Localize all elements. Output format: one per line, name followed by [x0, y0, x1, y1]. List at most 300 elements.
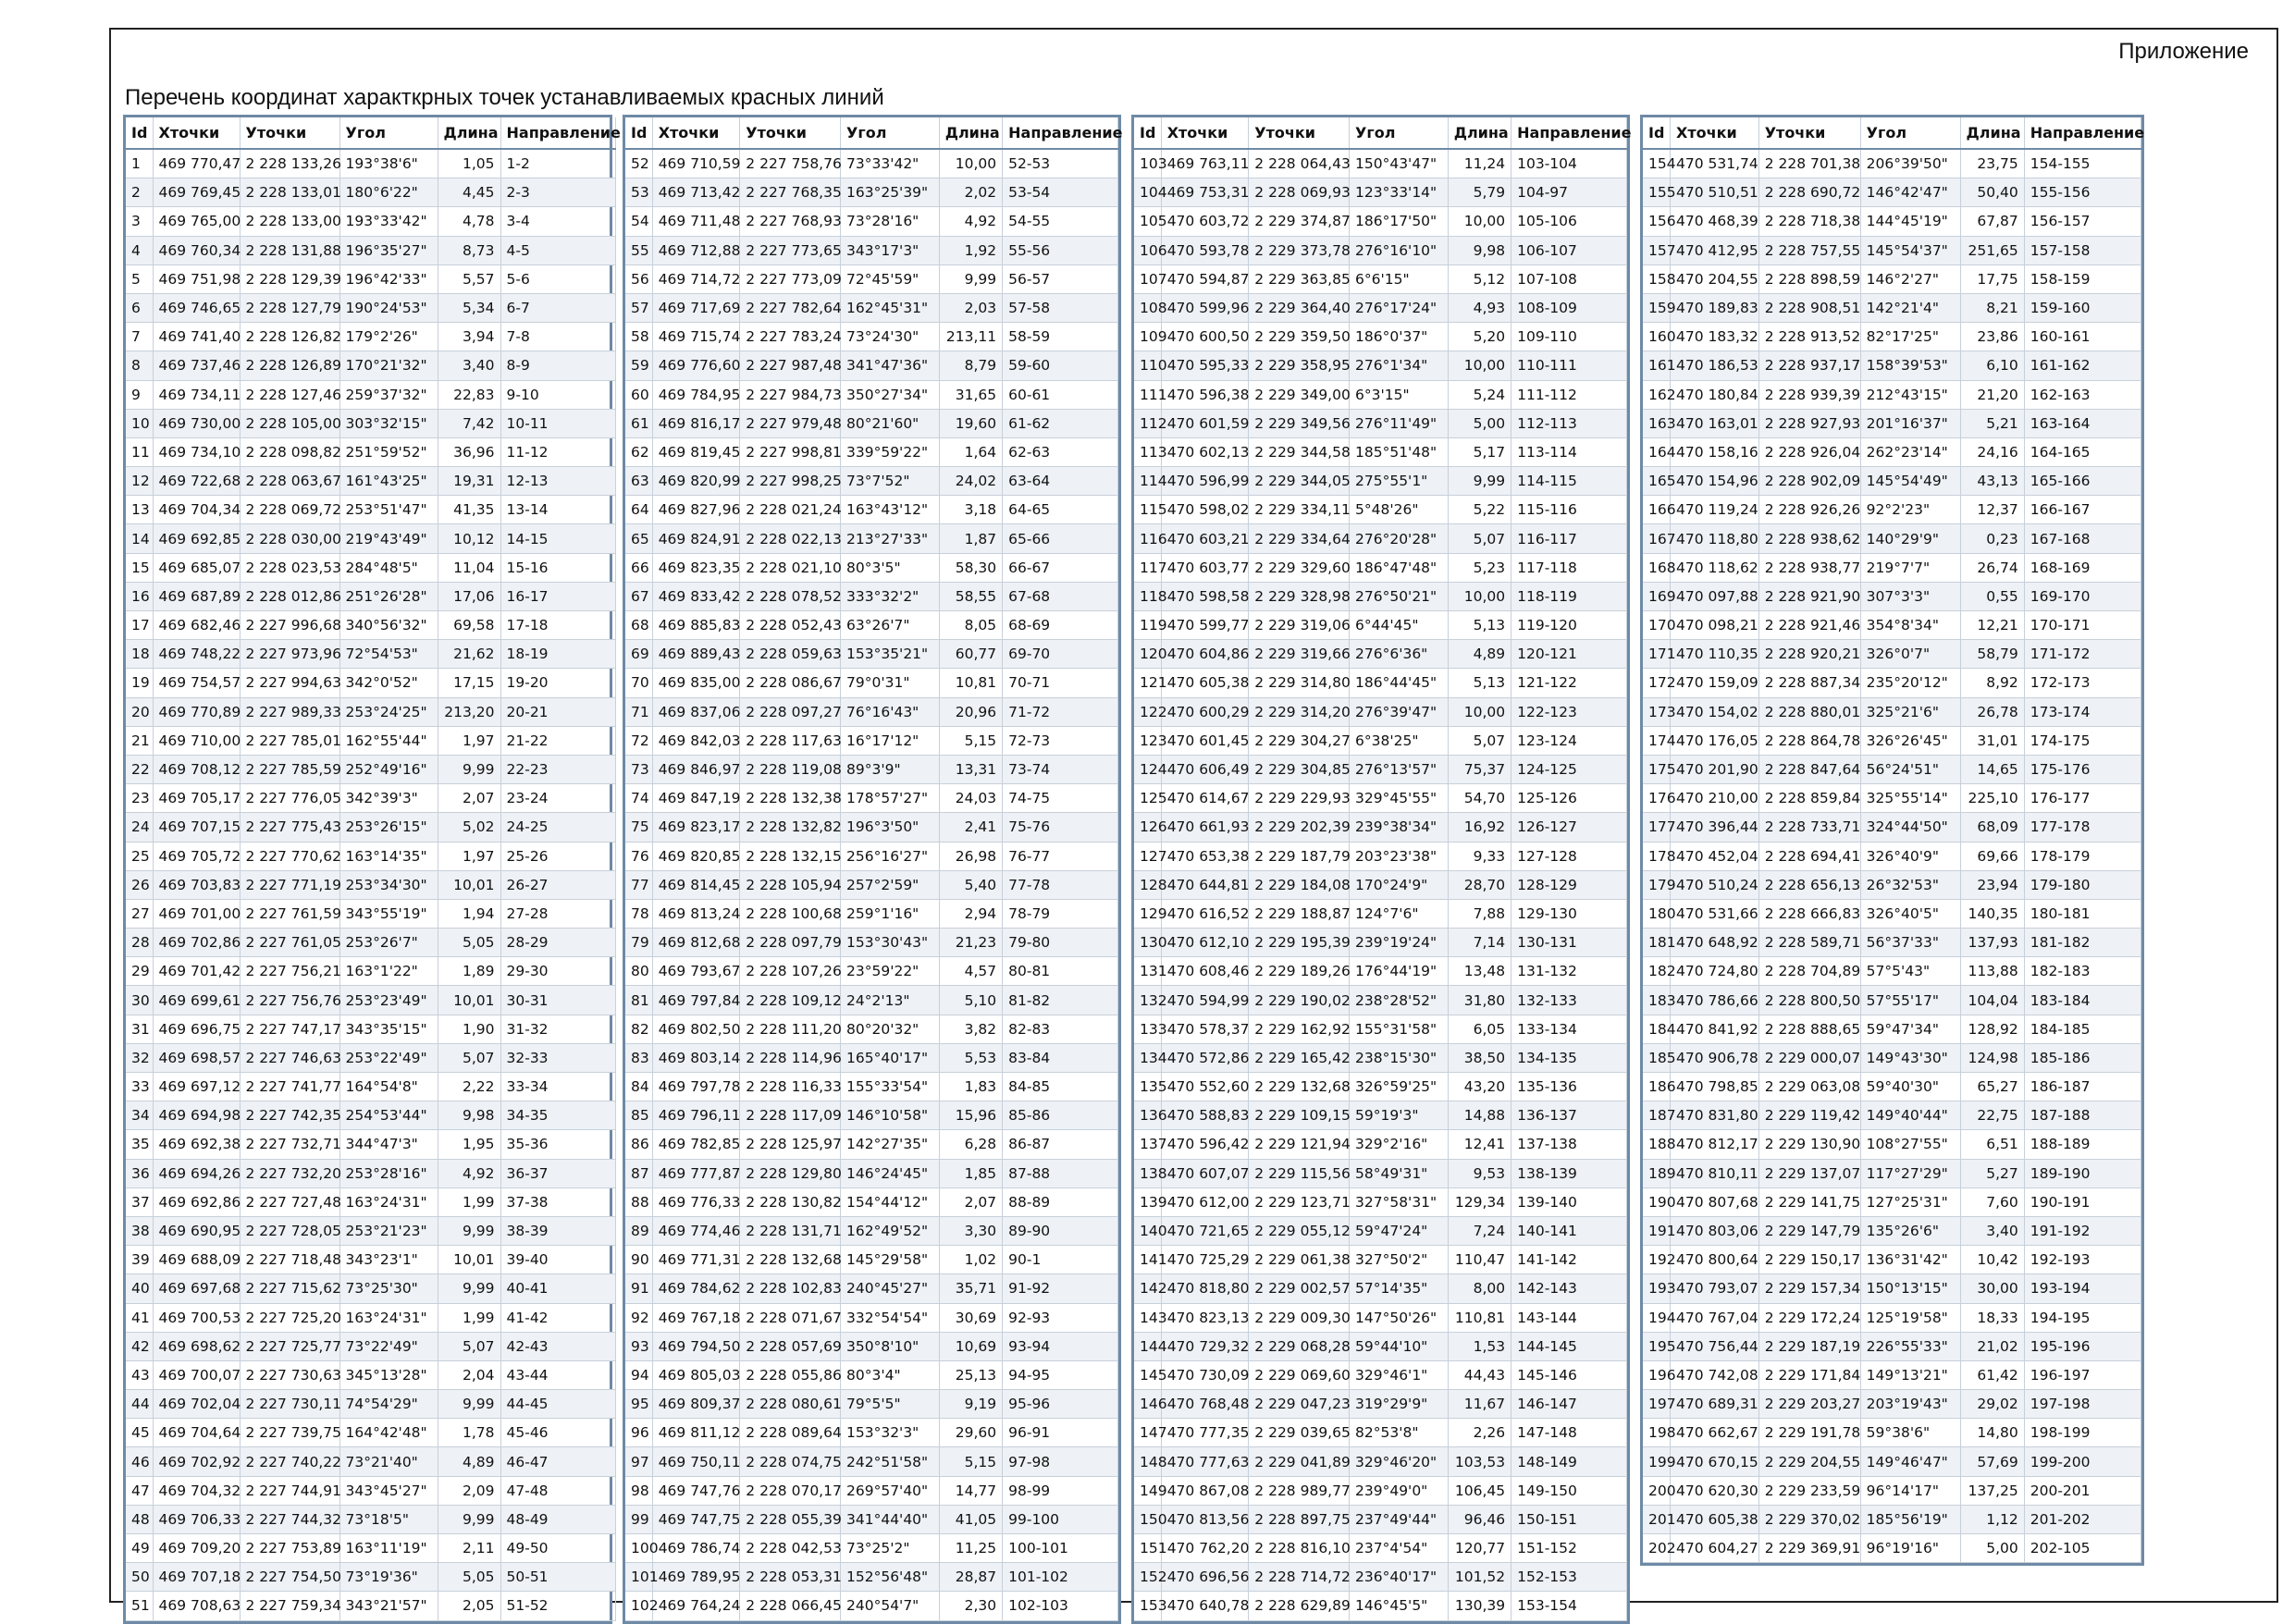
- cell-direction: 131-132: [1511, 957, 1627, 986]
- cell-angle: 276°39'47": [1350, 697, 1449, 726]
- cell-y: 2 227 742,35: [240, 1101, 339, 1130]
- cell-id: 31: [126, 1015, 153, 1043]
- cell-y: 2 229 319,66: [1249, 640, 1350, 669]
- page-title: Перечень координат характкрных точек устанавливаемых красных линий: [125, 85, 884, 110]
- cell-y: 2 228 913,52: [1758, 323, 1860, 351]
- cell-length: 29,60: [939, 1419, 1002, 1447]
- cell-x: 469 712,88: [652, 236, 740, 265]
- cell-length: 8,05: [939, 611, 1002, 640]
- cell-id: 65: [625, 524, 652, 553]
- cell-direction: 10-11: [500, 409, 615, 437]
- table-row: [1134, 323, 1627, 351]
- cell-direction: 20-21: [500, 697, 615, 726]
- cell-y: 2 229 349,00: [1249, 380, 1350, 409]
- cell-y: 2 228 132,15: [740, 842, 841, 870]
- table-row: [625, 1043, 1118, 1072]
- cell-length: 58,79: [1960, 640, 2024, 669]
- table-row: [1134, 207, 1627, 236]
- cell-angle: 276°6'36": [1350, 640, 1449, 669]
- cell-angle: 186°0'37": [1350, 323, 1449, 351]
- cell-angle: 193°38'6": [339, 149, 438, 178]
- cell-y: 2 228 690,72: [1758, 178, 1860, 207]
- cell-y: 2 228 880,01: [1758, 697, 1860, 726]
- cell-angle: 343°21'57": [339, 1592, 438, 1620]
- cell-y: 2 227 744,91: [240, 1476, 339, 1505]
- cell-x: 469 701,00: [153, 899, 240, 928]
- cell-x: 470 593,78: [1161, 236, 1249, 265]
- cell-y: 2 229 373,78: [1249, 236, 1350, 265]
- cell-direction: 6-7: [500, 293, 615, 322]
- cell-angle: 256°16'27": [841, 842, 940, 870]
- cell-length: 19,60: [939, 409, 1002, 437]
- cell-id: 159: [1643, 293, 1671, 322]
- cell-angle: 239°49'0": [1350, 1476, 1449, 1505]
- cell-angle: 329°45'55": [1350, 784, 1449, 813]
- cell-x: 470 841,92: [1671, 1015, 1759, 1043]
- cell-angle: 142°21'4": [1860, 293, 1960, 322]
- table-row: [1134, 640, 1627, 669]
- table-row: [126, 611, 615, 640]
- cell-angle: 56°37'33": [1860, 929, 1960, 957]
- cell-x: 470 163,01: [1671, 409, 1759, 437]
- cell-length: 7,88: [1448, 899, 1511, 928]
- cell-length: 8,21: [1960, 293, 2024, 322]
- cell-x: 470 572,86: [1161, 1043, 1249, 1072]
- cell-angle: 303°32'15": [339, 409, 438, 437]
- cell-id: 115: [1134, 496, 1161, 524]
- cell-angle: 326°59'25": [1350, 1073, 1449, 1101]
- cell-x: 469 885,83: [652, 611, 740, 640]
- cell-y: 2 228 847,64: [1758, 755, 1860, 783]
- table-row: [1643, 1073, 2141, 1101]
- cell-length: 5,79: [1448, 178, 1511, 207]
- cell-id: 133: [1134, 1015, 1161, 1043]
- cell-angle: 73°28'16": [841, 207, 940, 236]
- cell-direction: 149-150: [1511, 1476, 1627, 1505]
- cell-angle: 329°46'1": [1350, 1360, 1449, 1389]
- cell-angle: 196°3'50": [841, 813, 940, 842]
- cell-direction: 175-176: [2024, 755, 2141, 783]
- cell-id: 35: [126, 1130, 153, 1159]
- table-row: [126, 697, 615, 726]
- cell-y: 2 228 859,84: [1758, 784, 1860, 813]
- cell-y: 2 227 730,11: [240, 1390, 339, 1419]
- table-row: [1134, 178, 1627, 207]
- cell-angle: 135°26'6": [1860, 1216, 1960, 1245]
- cell-id: 69: [625, 640, 652, 669]
- table-row: [625, 1216, 1118, 1245]
- cell-direction: 127-128: [1511, 842, 1627, 870]
- cell-direction: 66-67: [1003, 553, 1118, 582]
- cell-y: 2 228 589,71: [1758, 929, 1860, 957]
- cell-length: 1,99: [438, 1303, 500, 1332]
- cell-id: 5: [126, 265, 153, 293]
- cell-x: 470 730,09: [1161, 1360, 1249, 1389]
- table-row: [1643, 1246, 2141, 1274]
- cell-x: 469 710,59: [652, 149, 740, 178]
- cell-length: 57,69: [1960, 1447, 2024, 1476]
- cell-x: 470 186,53: [1671, 351, 1759, 380]
- cell-x: 470 158,16: [1671, 437, 1759, 466]
- cell-x: 470 640,78: [1161, 1592, 1249, 1620]
- cell-y: 2 229 349,56: [1249, 409, 1350, 437]
- cell-angle: 163°24'31": [339, 1303, 438, 1332]
- cell-length: 2,94: [939, 899, 1002, 928]
- cell-x: 470 721,65: [1161, 1216, 1249, 1245]
- cell-y: 2 227 728,05: [240, 1216, 339, 1245]
- table-row: [126, 1130, 615, 1159]
- table-row: [126, 1246, 615, 1274]
- cell-direction: 170-171: [2024, 611, 2141, 640]
- cell-id: 10: [126, 409, 153, 437]
- cell-x: 470 452,04: [1671, 842, 1759, 870]
- cell-direction: 145-146: [1511, 1360, 1627, 1389]
- cell-length: 128,92: [1960, 1015, 2024, 1043]
- cell-y: 2 228 052,43: [740, 611, 841, 640]
- cell-angle: 240°45'27": [841, 1274, 940, 1303]
- cell-direction: 89-90: [1003, 1216, 1118, 1245]
- table-row: [1643, 986, 2141, 1015]
- cell-id: 189: [1643, 1159, 1671, 1187]
- cell-id: 152: [1134, 1563, 1161, 1592]
- table-row: [1134, 755, 1627, 783]
- cell-y: 2 229 334,64: [1249, 524, 1350, 553]
- cell-angle: 79°0'31": [841, 669, 940, 697]
- cell-angle: 144°45'19": [1860, 207, 1960, 236]
- table-row: [625, 582, 1118, 610]
- cell-id: 7: [126, 323, 153, 351]
- cell-id: 100: [625, 1534, 652, 1563]
- cell-angle: 127°25'31": [1860, 1187, 1960, 1216]
- table-row: [625, 265, 1118, 293]
- cell-angle: 163°14'35": [339, 842, 438, 870]
- table-row: [625, 149, 1118, 178]
- cell-x: 470 097,88: [1671, 582, 1759, 610]
- cell-length: 12,41: [1448, 1130, 1511, 1159]
- table-row: [1134, 1360, 1627, 1389]
- cell-y: 2 228 629,89: [1249, 1592, 1350, 1620]
- cell-id: 200: [1643, 1476, 1671, 1505]
- cell-x: 469 797,78: [652, 1073, 740, 1101]
- cell-y: 2 227 727,48: [240, 1187, 339, 1216]
- cell-length: 18,33: [1960, 1303, 2024, 1332]
- cell-x: 470 648,92: [1671, 929, 1759, 957]
- cell-direction: 155-156: [2024, 178, 2141, 207]
- cell-length: 2,11: [438, 1534, 500, 1563]
- cell-y: 2 229 359,50: [1249, 323, 1350, 351]
- table-row: [1643, 1419, 2141, 1447]
- cell-id: 172: [1643, 669, 1671, 697]
- cell-id: 85: [625, 1101, 652, 1130]
- cell-direction: 11-12: [500, 437, 615, 466]
- cell-id: 164: [1643, 437, 1671, 466]
- table-row: [1643, 957, 2141, 986]
- cell-y: 2 229 119,42: [1758, 1101, 1860, 1130]
- cell-y: 2 227 775,43: [240, 813, 339, 842]
- cell-direction: 187-188: [2024, 1101, 2141, 1130]
- table-row: [1643, 351, 2141, 380]
- cell-y: 2 228 897,75: [1249, 1505, 1350, 1533]
- cell-direction: 133-134: [1511, 1015, 1627, 1043]
- cell-angle: 343°55'19": [339, 899, 438, 928]
- cell-direction: 123-124: [1511, 726, 1627, 755]
- cell-x: 470 531,66: [1671, 899, 1759, 928]
- cell-id: 120: [1134, 640, 1161, 669]
- cell-id: 84: [625, 1073, 652, 1101]
- cell-id: 175: [1643, 755, 1671, 783]
- cell-angle: 239°19'24": [1350, 929, 1449, 957]
- cell-y: 2 227 732,71: [240, 1130, 339, 1159]
- cell-angle: 73°21'40": [339, 1447, 438, 1476]
- cell-direction: 168-169: [2024, 553, 2141, 582]
- cell-x: 470 210,00: [1671, 784, 1759, 813]
- cell-angle: 259°37'32": [339, 380, 438, 409]
- cell-id: 140: [1134, 1216, 1161, 1245]
- cell-angle: 80°21'60": [841, 409, 940, 437]
- cell-y: 2 227 725,77: [240, 1332, 339, 1360]
- cell-y: 2 228 064,43: [1249, 149, 1350, 178]
- cell-id: 44: [126, 1390, 153, 1419]
- cell-id: 2: [126, 178, 153, 207]
- cell-direction: 83-84: [1003, 1043, 1118, 1072]
- table-row: [126, 1332, 615, 1360]
- cell-direction: 94-95: [1003, 1360, 1118, 1389]
- cell-length: 1,95: [438, 1130, 500, 1159]
- cell-direction: 69-70: [1003, 640, 1118, 669]
- cell-angle: 72°45'59": [841, 265, 940, 293]
- cell-id: 6: [126, 293, 153, 322]
- cell-id: 184: [1643, 1015, 1671, 1043]
- cell-id: 58: [625, 323, 652, 351]
- cell-y: 2 229 204,55: [1758, 1447, 1860, 1476]
- cell-angle: 253°34'30": [339, 870, 438, 899]
- cell-angle: 96°14'17": [1860, 1476, 1960, 1505]
- table-row: [126, 467, 615, 496]
- cell-x: 469 699,61: [153, 986, 240, 1015]
- table-header-row: [1643, 117, 2141, 149]
- table-row: [1134, 467, 1627, 496]
- cell-x: 470 616,52: [1161, 899, 1249, 928]
- cell-length: 4,92: [438, 1159, 500, 1187]
- cell-x: 470 118,62: [1671, 553, 1759, 582]
- table-row: [1134, 1101, 1627, 1130]
- cell-id: 141: [1134, 1246, 1161, 1274]
- cell-y: 2 229 123,71: [1249, 1187, 1350, 1216]
- cell-y: 2 229 319,06: [1249, 611, 1350, 640]
- cell-length: 10,00: [939, 149, 1002, 178]
- cell-y: 2 228 127,46: [240, 380, 339, 409]
- cell-angle: 257°2'59": [841, 870, 940, 899]
- cell-id: 76: [625, 842, 652, 870]
- cell-y: 2 228 022,13: [740, 524, 841, 553]
- cell-length: 6,10: [1960, 351, 2024, 380]
- cell-length: 106,45: [1448, 1476, 1511, 1505]
- cell-direction: 174-175: [2024, 726, 2141, 755]
- coordinates-table-3: [1131, 115, 1630, 1624]
- cell-id: 42: [126, 1332, 153, 1360]
- cell-length: 6,28: [939, 1130, 1002, 1159]
- cell-id: 41: [126, 1303, 153, 1332]
- cell-x: 469 842,03: [652, 726, 740, 755]
- cell-angle: 72°54'53": [339, 640, 438, 669]
- cell-angle: 339°59'22": [841, 437, 940, 466]
- cell-length: 14,88: [1448, 1101, 1511, 1130]
- table-row: [126, 1563, 615, 1592]
- cell-x: 469 784,95: [652, 380, 740, 409]
- cell-direction: 7-8: [500, 323, 615, 351]
- cell-y: 2 229 171,84: [1758, 1360, 1860, 1389]
- cell-id: 121: [1134, 669, 1161, 697]
- cell-x: 470 189,83: [1671, 293, 1759, 322]
- cell-length: 20,96: [939, 697, 1002, 726]
- cell-x: 469 696,75: [153, 1015, 240, 1043]
- cell-id: 79: [625, 929, 652, 957]
- cell-length: 30,00: [1960, 1274, 2024, 1303]
- cell-direction: 92-93: [1003, 1303, 1118, 1332]
- cell-length: 13,48: [1448, 957, 1511, 986]
- table-row: [1134, 351, 1627, 380]
- cell-x: 470 468,39: [1671, 207, 1759, 236]
- cell-x: 469 789,95: [652, 1563, 740, 1592]
- cell-length: 13,31: [939, 755, 1002, 783]
- cell-length: 2,41: [939, 813, 1002, 842]
- cell-angle: 276°13'57": [1350, 755, 1449, 783]
- table-row: [625, 1390, 1118, 1419]
- table-row: [126, 437, 615, 466]
- cell-x: 470 396,44: [1671, 813, 1759, 842]
- cell-id: 143: [1134, 1303, 1161, 1332]
- header-col-angle: Угол: [1350, 117, 1449, 149]
- table-row: [625, 1303, 1118, 1332]
- cell-x: 469 827,96: [652, 496, 740, 524]
- cell-id: 182: [1643, 957, 1671, 986]
- cell-length: 21,23: [939, 929, 1002, 957]
- table-row: [126, 1419, 615, 1447]
- header-col-angle: Угол: [339, 117, 438, 149]
- cell-id: 47: [126, 1476, 153, 1505]
- cell-angle: 164°54'8": [339, 1073, 438, 1101]
- cell-length: 29,02: [1960, 1390, 2024, 1419]
- cell-length: 4,92: [939, 207, 1002, 236]
- cell-id: 145: [1134, 1360, 1161, 1389]
- cell-angle: 149°46'47": [1860, 1447, 1960, 1476]
- cell-angle: 155°31'58": [1350, 1015, 1449, 1043]
- table-row: [1643, 1303, 2141, 1332]
- cell-x: 469 694,98: [153, 1101, 240, 1130]
- cell-y: 2 229 002,57: [1249, 1274, 1350, 1303]
- cell-angle: 150°13'15": [1860, 1274, 1960, 1303]
- cell-length: 2,04: [438, 1360, 500, 1389]
- header-col-x: Хточки: [1161, 117, 1249, 149]
- cell-y: 2 228 059,63: [740, 640, 841, 669]
- cell-x: 469 692,38: [153, 1130, 240, 1159]
- cell-x: 469 704,32: [153, 1476, 240, 1505]
- cell-direction: 42-43: [500, 1332, 615, 1360]
- cell-direction: 180-181: [2024, 899, 2141, 928]
- cell-y: 2 227 998,81: [740, 437, 841, 466]
- cell-x: 469 692,85: [153, 524, 240, 553]
- cell-direction: 128-129: [1511, 870, 1627, 899]
- cell-y: 2 228 109,12: [740, 986, 841, 1015]
- header-col-length: Длина: [939, 117, 1002, 149]
- table-row: [126, 582, 615, 610]
- cell-id: 130: [1134, 929, 1161, 957]
- cell-length: 5,00: [1448, 409, 1511, 437]
- cell-y: 2 228 057,69: [740, 1332, 841, 1360]
- cell-length: 4,89: [438, 1447, 500, 1476]
- table-row: [1134, 1073, 1627, 1101]
- table-row: [1134, 1274, 1627, 1303]
- cell-id: 37: [126, 1187, 153, 1216]
- table-row: [1134, 726, 1627, 755]
- cell-angle: 259°1'16": [841, 899, 940, 928]
- cell-direction: 112-113: [1511, 409, 1627, 437]
- table-row: [625, 842, 1118, 870]
- cell-angle: 240°54'7": [841, 1592, 940, 1620]
- cell-x: 469 747,76: [652, 1476, 740, 1505]
- cell-length: 2,30: [939, 1592, 1002, 1620]
- cell-direction: 102-103: [1003, 1592, 1118, 1620]
- cell-id: 103: [1134, 149, 1161, 178]
- cell-angle: 147°50'26": [1350, 1303, 1449, 1332]
- cell-x: 470 598,02: [1161, 496, 1249, 524]
- cell-x: 469 771,31: [652, 1246, 740, 1274]
- table-row: [1643, 1505, 2141, 1533]
- cell-length: 6,51: [1960, 1130, 2024, 1159]
- cell-angle: 6°6'15": [1350, 265, 1449, 293]
- cell-id: 112: [1134, 409, 1161, 437]
- cell-length: 8,79: [939, 351, 1002, 380]
- cell-id: 83: [625, 1043, 652, 1072]
- cell-length: 7,42: [438, 409, 500, 437]
- table-row: [625, 611, 1118, 640]
- cell-direction: 114-115: [1511, 467, 1627, 496]
- cell-id: 88: [625, 1187, 652, 1216]
- cell-length: 1,94: [438, 899, 500, 928]
- cell-direction: 31-32: [500, 1015, 615, 1043]
- table-row: [1134, 1505, 1627, 1533]
- cell-x: 469 704,34: [153, 496, 240, 524]
- cell-x: 469 824,91: [652, 524, 740, 553]
- cell-direction: 194-195: [2024, 1303, 2141, 1332]
- cell-direction: 183-184: [2024, 986, 2141, 1015]
- cell-x: 470 662,67: [1671, 1419, 1759, 1447]
- table-row: [126, 1159, 615, 1187]
- cell-direction: 50-51: [500, 1563, 615, 1592]
- cell-angle: 146°2'27": [1860, 265, 1960, 293]
- cell-angle: 251°59'52": [339, 437, 438, 466]
- cell-direction: 178-179: [2024, 842, 2141, 870]
- cell-y: 2 228 132,38: [740, 784, 841, 813]
- cell-x: 469 710,00: [153, 726, 240, 755]
- cell-x: 470 588,83: [1161, 1101, 1249, 1130]
- cell-direction: 74-75: [1003, 784, 1118, 813]
- header-col-y: Уточки: [740, 117, 841, 149]
- table-row: [126, 1476, 615, 1505]
- cell-direction: 49-50: [500, 1534, 615, 1563]
- cell-length: 67,87: [1960, 207, 2024, 236]
- cell-id: 78: [625, 899, 652, 928]
- cell-angle: 73°19'36": [339, 1563, 438, 1592]
- cell-direction: 23-24: [500, 784, 615, 813]
- header-col-direction: Направление: [1511, 117, 1627, 149]
- cell-x: 470 594,87: [1161, 265, 1249, 293]
- cell-length: 5,15: [939, 1447, 1002, 1476]
- cell-direction: 59-60: [1003, 351, 1118, 380]
- cell-y: 2 227 756,76: [240, 986, 339, 1015]
- cell-y: 2 228 117,63: [740, 726, 841, 755]
- cell-direction: 79-80: [1003, 929, 1118, 957]
